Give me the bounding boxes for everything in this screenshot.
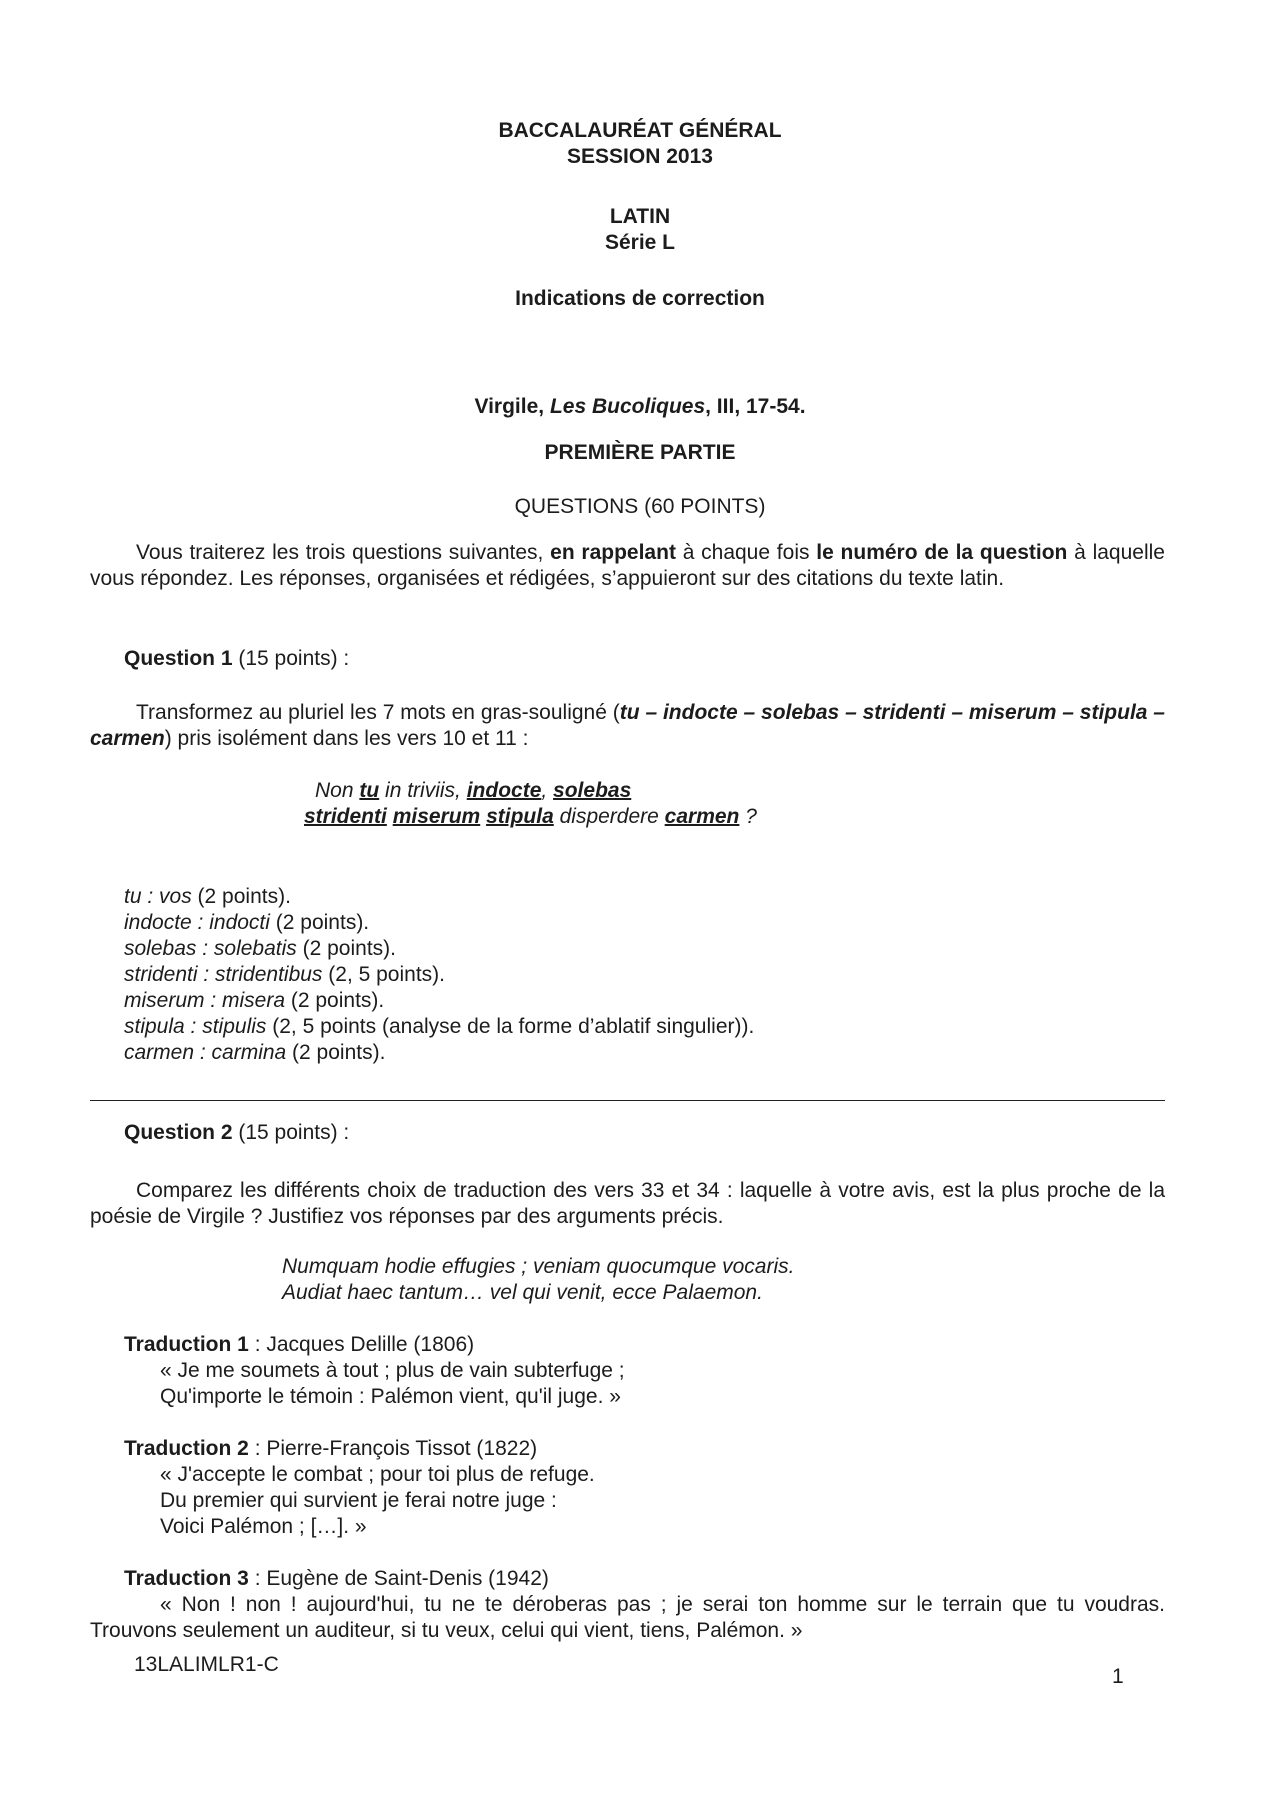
document-code: 13LALIMLR1-C — [134, 1653, 279, 1676]
question-1-prompt: Transformez au pluriel les 7 mots en gras-souligné (tu – indocte – solebas – stridenti – miserum – stipula – carmen) pris isolément dans les vers 10 et 11 : — [90, 701, 1165, 750]
answer-item: tu : vos (2 points). — [124, 885, 291, 908]
exam-series: Série L — [604, 231, 676, 254]
latin-verse-33: Numquam hodie effugies ; veniam quocumque vocaris. — [282, 1255, 795, 1278]
part-title: PREMIÈRE PARTIE — [544, 441, 736, 464]
latin-verse-34: Audiat haec tantum… vel qui venit, ecce Palaemon. — [282, 1281, 763, 1304]
translation-2-heading: Traduction 2 : Pierre-François Tissot (1822) — [124, 1437, 538, 1460]
exam-subtitle: Indications de correction — [515, 287, 765, 310]
section-divider — [90, 1100, 1165, 1101]
translation-3-heading: Traduction 3 : Eugène de Saint-Denis (1942) — [124, 1567, 549, 1590]
text-source: Virgile, Les Bucoliques, III, 17-54. — [474, 395, 806, 418]
answer-item: stridenti : stridentibus (2, 5 points). — [124, 963, 445, 986]
question-2-heading: Question 2 (15 points) : — [124, 1121, 350, 1144]
verse-line-11: stridenti miserum stipula disperdere carmen ? — [304, 805, 757, 828]
exam-title: BACCALAURÉAT GÉNÉRAL — [498, 119, 782, 142]
answer-item: stipula : stipulis (2, 5 points (analyse de la forme d’ablatif singulier)). — [124, 1015, 755, 1038]
translation-1-heading: Traduction 1 : Jacques Delille (1806) — [124, 1333, 475, 1356]
translation-2-text: « J'accepte le combat ; pour toi plus de refuge. Du premier qui survient je ferai notre juge : Voici Palémon ; […]. » — [160, 1463, 595, 1538]
answer-item: solebas : solebatis (2 points). — [124, 937, 396, 960]
question-1-answers — [124, 884, 754, 1066]
instructions-paragraph: Vous traiterez les trois questions suivantes, en rappelant à chaque fois le numéro de la question à laquelle vous répondez. Les réponses, organisées et rédigées, s’appuieront sur des citations du texte latin. — [90, 541, 1165, 590]
exam-session: SESSION 2013 — [567, 145, 713, 168]
answer-item: indocte : indocti (2 points). — [124, 911, 370, 934]
answer-item: carmen : carmina (2 points). — [124, 1041, 386, 1064]
translation-3-text: « Non ! non ! aujourd'hui, tu ne te déroberas pas ; je serai ton homme sur le terrain que tu voudras. Trouvons seulement un auditeur, si tu veux, celui qui vient, tiens, Palémon. » — [90, 1593, 1165, 1642]
exam-header — [0, 118, 1280, 312]
page-number: 1 — [1112, 1665, 1124, 1688]
answer-item: miserum : misera (2 points). — [124, 989, 385, 1012]
translation-1-text: « Je me soumets à tout ; plus de vain subterfuge ; Qu'importe le témoin : Palémon vient, qu'il juge. » — [160, 1359, 625, 1408]
questions-title: QUESTIONS (60 POINTS) — [514, 495, 766, 518]
verse-line-10: Non tu in triviis, indocte, solebas — [315, 779, 632, 802]
question-2-prompt: Comparez les différents choix de traduction des vers 33 et 34 : laquelle à votre avis, est la plus proche de la poésie de Virgile ? Justifiez vos réponses par des arguments précis. — [90, 1179, 1165, 1228]
question-1-heading: Question 1 (15 points) : — [124, 647, 350, 670]
exam-subject: LATIN — [609, 205, 671, 228]
